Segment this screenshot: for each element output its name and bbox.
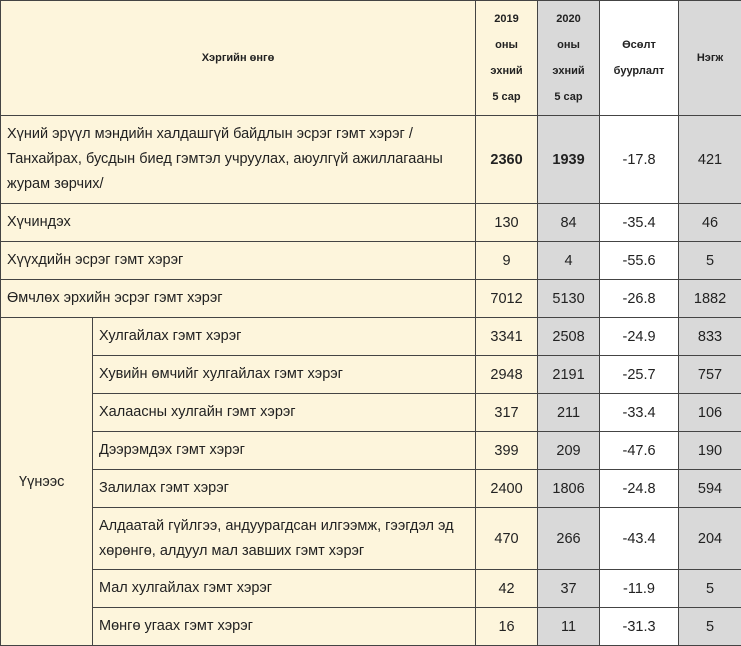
header-2019-line2: оны xyxy=(482,32,531,58)
share-value: 5 xyxy=(679,242,741,280)
crime-subtype-label: Дээрэмдэх гэмт хэрэг xyxy=(93,432,476,470)
value-2019: 9 xyxy=(476,242,538,280)
share-value: 833 xyxy=(679,318,741,356)
value-2019: 2400 xyxy=(476,470,538,508)
header-row xyxy=(1,1,741,116)
share-value: 594 xyxy=(679,470,741,508)
header-share: Нэгж xyxy=(679,1,741,116)
value-2020: 209 xyxy=(538,432,600,470)
table-row xyxy=(1,204,741,242)
value-2020: 84 xyxy=(538,204,600,242)
crime-type-label: Хүүхдийн эсрэг гэмт хэрэг xyxy=(1,242,476,280)
table-row xyxy=(1,318,741,356)
header-2019-year: 2019 xyxy=(482,6,531,32)
crime-subtype-label: Мөнгө угаах гэмт хэрэг xyxy=(93,608,476,646)
table-row xyxy=(1,470,741,508)
header-2020-line3: эхний xyxy=(544,58,593,84)
value-2019: 2360 xyxy=(476,116,538,204)
crime-subtype-label: Хулгайлах гэмт хэрэг xyxy=(93,318,476,356)
table-row xyxy=(1,116,741,204)
group-label: Үүнээс xyxy=(1,318,93,646)
change-value: -24.8 xyxy=(600,470,679,508)
change-value: -43.4 xyxy=(600,508,679,570)
change-value: -17.8 xyxy=(600,116,679,204)
header-2020-year: 2020 xyxy=(544,6,593,32)
value-2020: 211 xyxy=(538,394,600,432)
value-2019: 130 xyxy=(476,204,538,242)
value-2020: 266 xyxy=(538,508,600,570)
share-value: 757 xyxy=(679,356,741,394)
change-value: -35.4 xyxy=(600,204,679,242)
crime-type-label: Хүчиндэх xyxy=(1,204,476,242)
header-2020 xyxy=(538,1,600,116)
header-2020-line2: оны xyxy=(544,32,593,58)
change-value: -31.3 xyxy=(600,608,679,646)
table-row xyxy=(1,280,741,318)
table-row xyxy=(1,356,741,394)
crime-type-label: Өмчлөх эрхийн эсрэг гэмт хэрэг xyxy=(1,280,476,318)
value-2020: 11 xyxy=(538,608,600,646)
table-row xyxy=(1,508,741,570)
header-2020-line4: 5 сар xyxy=(544,84,593,110)
table-row xyxy=(1,242,741,280)
value-2019: 3341 xyxy=(476,318,538,356)
share-value: 46 xyxy=(679,204,741,242)
crime-subtype-label: Халаасны хулгайн гэмт хэрэг xyxy=(93,394,476,432)
header-crime-type: Хэргийн өнгө xyxy=(1,1,476,116)
share-value: 5 xyxy=(679,570,741,608)
value-2020: 5130 xyxy=(538,280,600,318)
crime-subtype-label: Хувийн өмчийг хулгайлах гэмт хэрэг xyxy=(93,356,476,394)
header-2019-line3: эхний xyxy=(482,58,531,84)
value-2020: 2191 xyxy=(538,356,600,394)
header-change xyxy=(600,1,679,116)
share-value: 421 xyxy=(679,116,741,204)
value-2019: 470 xyxy=(476,508,538,570)
value-2020: 2508 xyxy=(538,318,600,356)
share-value: 106 xyxy=(679,394,741,432)
crime-subtype-label: Залилах гэмт хэрэг xyxy=(93,470,476,508)
value-2019: 42 xyxy=(476,570,538,608)
value-2019: 16 xyxy=(476,608,538,646)
value-2019: 399 xyxy=(476,432,538,470)
value-2019: 7012 xyxy=(476,280,538,318)
table-row xyxy=(1,432,741,470)
value-2020: 4 xyxy=(538,242,600,280)
header-2019 xyxy=(476,1,538,116)
header-change-line2: буурлалт xyxy=(606,58,672,84)
table-row xyxy=(1,570,741,608)
value-2020: 1806 xyxy=(538,470,600,508)
value-2020: 37 xyxy=(538,570,600,608)
value-2020: 1939 xyxy=(538,116,600,204)
change-value: -47.6 xyxy=(600,432,679,470)
share-value: 190 xyxy=(679,432,741,470)
header-change-line1: Өсөлт xyxy=(606,32,672,58)
table-row xyxy=(1,608,741,646)
crime-subtype-label: Мал хулгайлах гэмт хэрэг xyxy=(93,570,476,608)
share-value: 1882 xyxy=(679,280,741,318)
value-2019: 2948 xyxy=(476,356,538,394)
share-value: 5 xyxy=(679,608,741,646)
crime-type-label: Хүний эрүүл мэндийн халдашгүй байдлын эсрэг гэмт хэрэг / Танхайрах, бусдын биед гэмтэл учруулах, аюулгүй ажиллагааны журам зөрчих/ xyxy=(1,116,476,204)
change-value: -24.9 xyxy=(600,318,679,356)
header-2019-line4: 5 сар xyxy=(482,84,531,110)
change-value: -55.6 xyxy=(600,242,679,280)
change-value: -11.9 xyxy=(600,570,679,608)
change-value: -26.8 xyxy=(600,280,679,318)
change-value: -33.4 xyxy=(600,394,679,432)
table-row xyxy=(1,394,741,432)
value-2019: 317 xyxy=(476,394,538,432)
change-value: -25.7 xyxy=(600,356,679,394)
share-value: 204 xyxy=(679,508,741,570)
crime-subtype-label: Алдаатай гүйлгээ, андуурагдсан илгээмж, гээгдэл эд хөрөнгө, алдуул мал завших гэмт хэрэг xyxy=(93,508,476,570)
